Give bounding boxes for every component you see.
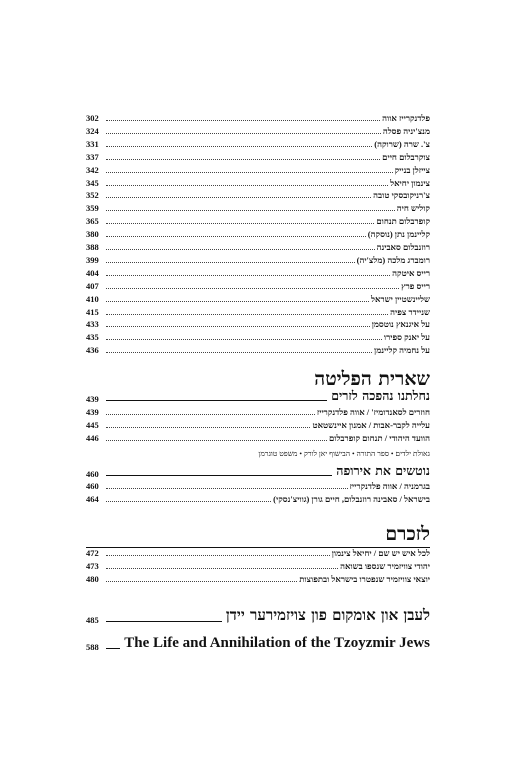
toc-row (86, 213, 430, 226)
entry-title: חוזרים לסאנדומיז' / אווה פלדנקרייז (316, 407, 430, 417)
dot-leader (106, 580, 297, 582)
dot-leader (106, 300, 369, 302)
toc-row (86, 162, 430, 175)
entry-title: מנצ'יניה פסלה (382, 125, 430, 136)
page-number: 460 (86, 469, 99, 479)
section-heading-lizkor: לזכרם (385, 523, 430, 545)
toc-row (86, 545, 430, 558)
entry-title: צ'. שרה (שרוקה) (374, 138, 430, 149)
toc-row (86, 252, 430, 265)
toc-row (86, 200, 430, 213)
entry-title: צוקרבלום חיים (382, 151, 430, 162)
entry-title: צייזלן בנייק (394, 164, 430, 175)
toc-row (86, 342, 430, 355)
dot-leader (106, 132, 381, 134)
dot-leader (106, 261, 355, 263)
page-number: 380 (86, 229, 99, 240)
entry-title: לכל איש יש שם / יחיאל צינמון (331, 548, 430, 558)
page-number: 472 (86, 548, 99, 558)
entry-title: פלדנקרייז אווה (382, 113, 430, 123)
toc-row (86, 316, 430, 329)
section-heading-sheerit: שארית הפליטה (314, 368, 430, 390)
toc-row (86, 304, 430, 317)
toc-row (86, 136, 430, 149)
toc-row (86, 226, 430, 239)
dot-leader (106, 158, 380, 160)
page-number: 337 (86, 151, 99, 162)
page-number: 464 (86, 494, 99, 504)
entry-title: קוליש חיה (396, 203, 430, 214)
page-number: 445 (86, 420, 99, 430)
page-number: 588 (86, 642, 99, 652)
entry-title: קליינמן נתן (נוסקה) (367, 229, 430, 240)
toc-row (86, 239, 430, 252)
page-number: 359 (86, 203, 99, 214)
page-number: 433 (86, 319, 99, 330)
page-number: 365 (86, 216, 99, 227)
toc-row (86, 430, 430, 443)
dot-leader (106, 274, 390, 276)
entry-title: עלייה לקבר-אבות / אמנון איינשטאט (312, 420, 430, 430)
dot-leader (106, 145, 372, 147)
subsection-title: נחלתנו נהפכה לזרים (331, 388, 430, 403)
dot-leader (106, 500, 271, 502)
page-number: 345 (86, 177, 99, 188)
page-number: 399 (86, 254, 99, 265)
toc-row (86, 123, 430, 136)
page-number: 485 (86, 615, 99, 625)
page-number: 439 (86, 407, 99, 417)
underline (106, 475, 332, 476)
page-number: 302 (86, 113, 99, 123)
dot-leader (106, 248, 375, 250)
entry-title: על יאנק ספירו (383, 332, 430, 343)
page-number: 342 (86, 164, 99, 175)
toc-row (86, 291, 430, 304)
entry-title: יהודי צוויזמיר שנספו בשואה (340, 561, 430, 571)
toc-row (86, 417, 430, 430)
entry-title: בישראל / סאבינה רוזנבלום, חיים גורן (גוויצ'נסקי) (273, 494, 430, 504)
page-number: 480 (86, 574, 99, 584)
toc-row (86, 491, 430, 504)
dot-leader (106, 235, 366, 237)
entry-title: קופרבלום תנחום (376, 216, 430, 227)
dot-leader (106, 196, 371, 198)
entry-title: רייס פרץ (401, 280, 430, 291)
page-number: 352 (86, 190, 99, 201)
page-number: 435 (86, 332, 99, 343)
page-number: 404 (86, 267, 99, 278)
page-number: 410 (86, 293, 99, 304)
entry-title: על נחמיה קליינמן (374, 345, 430, 356)
subsection-heading-row-2 (86, 463, 430, 479)
dot-leader (106, 426, 310, 428)
entry-title: יוצאי צוויזמיר שנפטרו בישראל ובתפוצות (299, 574, 430, 584)
toc-row (86, 278, 430, 291)
page-number: 324 (86, 125, 99, 136)
dot-leader (106, 313, 388, 315)
dot-leader (106, 413, 315, 415)
dot-leader (106, 171, 393, 173)
toc-row (86, 329, 430, 342)
dot-leader (106, 287, 399, 289)
entry-title: צ'רניקובסקי טובה (373, 190, 430, 201)
toc-row (86, 571, 430, 584)
dot-leader (106, 554, 330, 556)
page-number: 446 (86, 433, 99, 443)
subsection-title: נוטשים את אירופה (336, 463, 430, 478)
page-number: 473 (86, 561, 99, 571)
entry-title: בגרמניה / אווה פלדנקרייז (349, 481, 430, 491)
entry-title: שליינשטיין ישראל (371, 293, 430, 304)
page-number: 415 (86, 306, 99, 317)
dot-leader (106, 351, 372, 353)
entry-title: רומברג מלכה (מלצ'יה) (356, 254, 430, 265)
topics-note: גאולת ילדים • ספר התורה • הבישוף יאן לורק • משפט טוגרמן (258, 449, 430, 458)
entry-title: שניידר צפיה (390, 306, 430, 317)
page-number: 436 (86, 345, 99, 356)
english-title: The Life and Annihilation of the Tzoyzmir Jews (124, 635, 430, 651)
underline (106, 648, 120, 649)
toc-row (86, 558, 430, 571)
page-number: 331 (86, 138, 99, 149)
yiddish-entry (86, 606, 430, 625)
page-number: 388 (86, 242, 99, 252)
toc-row (86, 149, 430, 162)
subsection-heading-row-1 (86, 388, 430, 404)
underline (106, 400, 327, 401)
underline (106, 621, 222, 622)
page-number: 439 (86, 394, 99, 404)
entry-title: רייס איטקה (392, 267, 430, 278)
dot-leader (106, 487, 348, 489)
toc-row (86, 110, 430, 123)
toc-row (86, 187, 430, 200)
dot-leader (106, 567, 338, 569)
dot-leader (106, 184, 388, 186)
page-number: 407 (86, 280, 99, 291)
toc-row (86, 478, 430, 491)
entry-title: על איגנאץ נוטסמן (371, 319, 430, 330)
toc-row (86, 404, 430, 417)
toc-row (86, 265, 430, 278)
entry-title: צינמון יחיאל (390, 177, 430, 188)
dot-leader (106, 338, 382, 340)
yiddish-title: לעבן און אומקום פון צויזמירער יידן (225, 606, 430, 624)
toc-row (86, 175, 430, 188)
dot-leader (106, 209, 395, 211)
entry-title: רוזנבלום סאבינה (376, 242, 430, 252)
entry-title: הוועד היהודי / תנחום קופרבלום (328, 433, 430, 443)
page-number: 460 (86, 481, 99, 491)
dot-leader (106, 439, 327, 441)
dot-leader (106, 119, 380, 121)
dot-leader (106, 222, 374, 224)
dot-leader (106, 325, 370, 327)
english-entry (86, 635, 430, 652)
